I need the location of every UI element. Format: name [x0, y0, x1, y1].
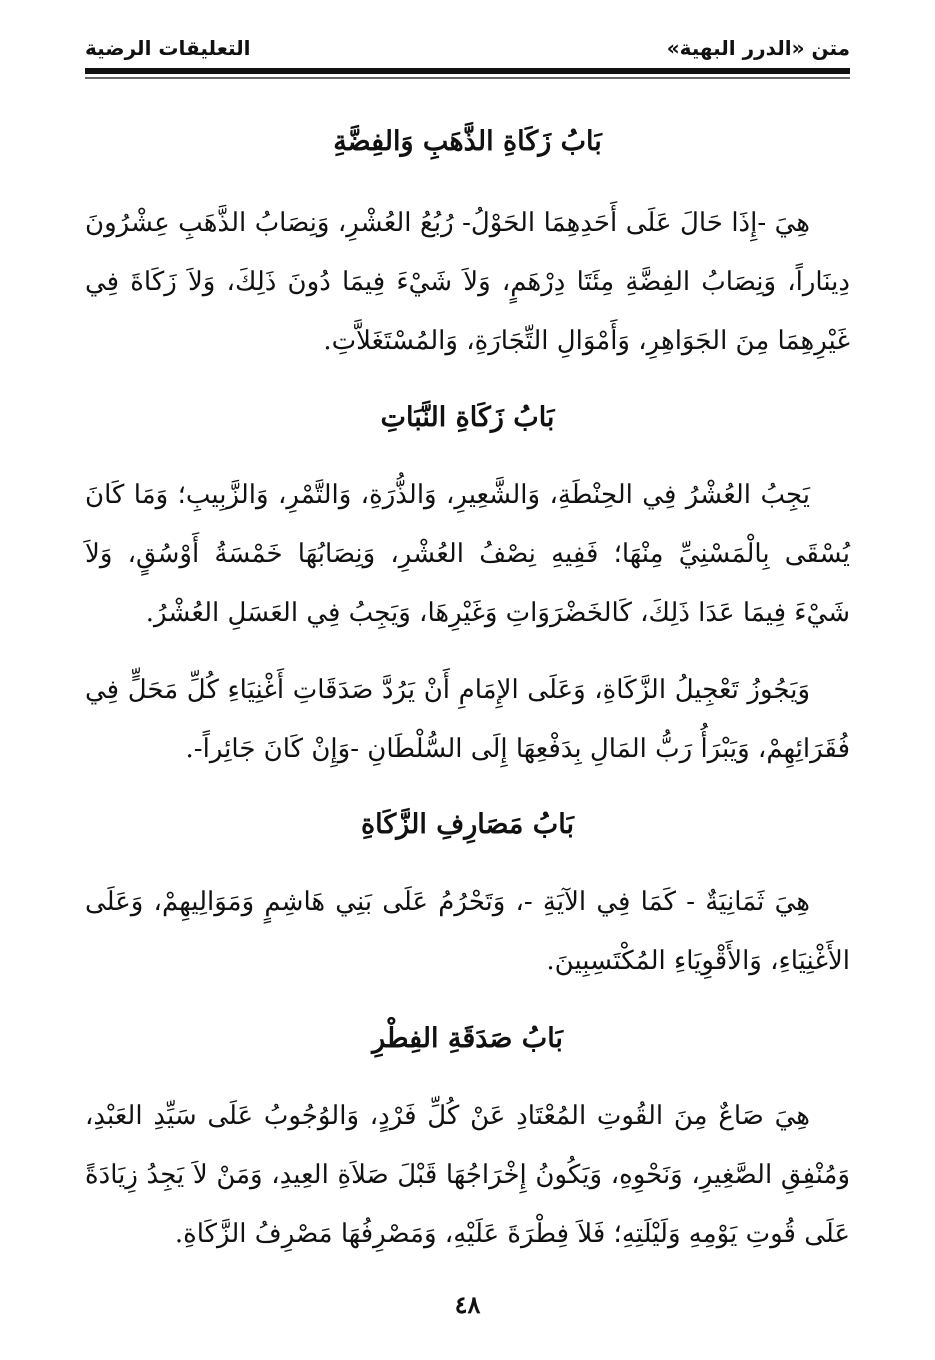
header-rule-thick: [85, 68, 850, 74]
paragraph-recipients: هِيَ ثَمَانِيَةٌ - كَمَا فِي الآيَةِ -، وَتَحْرُمُ عَلَى بَنِي هَاشِمٍ وَمَوَالِيهِمْ، وَعَلَى الأَغْنِيَاءِ، وَالأَقْوِيَاءِ المُكْتَسِبِينَ.: [85, 887, 850, 976]
running-header: [85, 30, 850, 66]
section-heading-fitr: بَابُ صَدَقَةِ الفِطْرِ: [372, 1023, 563, 1054]
paragraph-early-payment: وَيَجُوزُ تَعْجِيلُ الزَّكَاةِ، وَعَلَى الإِمَامِ أَنْ يَرُدَّ صَدَقَاتِ أَغْنِيَاءِ كُلِّ مَحَلٍّ فِي فُقَرَائِهِمْ، وَيَبْرَأُ رَبُّ المَالِ بِدَفْعِهَا إِلَى السُّلْطَانِ -وَإِنْ كَانَ جَائِراً-.: [85, 675, 850, 764]
header-book-title: متن «الدرر البهية»: [666, 36, 850, 60]
paragraph-crops: يَجِبُ العُشْرُ فِي الحِنْطَةِ، وَالشَّعِيرِ، وَالذُّرَةِ، وَالتَّمْرِ، وَالزَّبِيبِ؛ وَمَا كَانَ يُسْقَى بِالْمَسْنِيِّ مِنْهَا؛ فَفِيهِ نِصْفُ العُشْرِ، وَنِصَابُهَا خَمْسَةُ أَوْسُقٍ، وَلاَ شَيْءَ فِيمَا عَدَا ذَلِكَ، كَالخَضْرَوَاتِ وَغَيْرِهَا، وَيَجِبُ فِي العَسَلِ العُشْرُ.: [85, 480, 850, 628]
page-body: [85, 112, 850, 1264]
header-commentary-title: التعليقات الرضية: [85, 36, 251, 60]
header-rule-thin: [85, 77, 850, 79]
page-number: ٤٨: [454, 1290, 481, 1319]
paragraph-gold-silver: هِيَ -إِذَا حَالَ عَلَى أَحَدِهِمَا الحَوْلُ- رُبُعُ العُشْرِ، وَنِصَابُ الذَّهَبِ عِشْرُونَ دِينَاراً، وَنِصَابُ الفِضَّةِ مِئَتَا دِرْهَمٍ، وَلاَ شَيْءَ فِيمَا دُونَ ذَلِكَ، وَلاَ زَكَاةَ فِي غَيْرِهِمَا مِنَ الجَوَاهِرِ، وَأَمْوَالِ التِّجَارَةِ، وَالمُسْتَغَلاَّتِ.: [85, 208, 850, 356]
section-heading-gold-silver: بَابُ زَكَاةِ الذَّهَبِ وَالفِضَّةِ: [333, 126, 602, 157]
section-heading-crops: بَابُ زَكَاةِ النَّبَاتِ: [380, 402, 555, 433]
paragraph-fitr: هِيَ صَاعٌ مِنَ القُوتِ المُعْتَادِ عَنْ كُلِّ فَرْدٍ، وَالوُجُوبُ عَلَى سَيِّدِ العَبْدِ، وَمُنْفِقِ الصَّغِيرِ، وَنَحْوِهِ، وَيَكُونُ إِخْرَاجُهَا قَبْلَ صَلاَةِ العِيدِ، وَمَنْ لاَ يَجِدُ زِيَادَةً عَلَى قُوتِ يَوْمِهِ وَلَيْلَتِهِ؛ فَلاَ فِطْرَةَ عَلَيْهِ، وَمَصْرِفُهَا مَصْرِفُ الزَّكَاةِ.: [85, 1101, 850, 1249]
section-heading-recipients: بَابُ مَصَارِفِ الزَّكَاةِ: [361, 809, 574, 840]
